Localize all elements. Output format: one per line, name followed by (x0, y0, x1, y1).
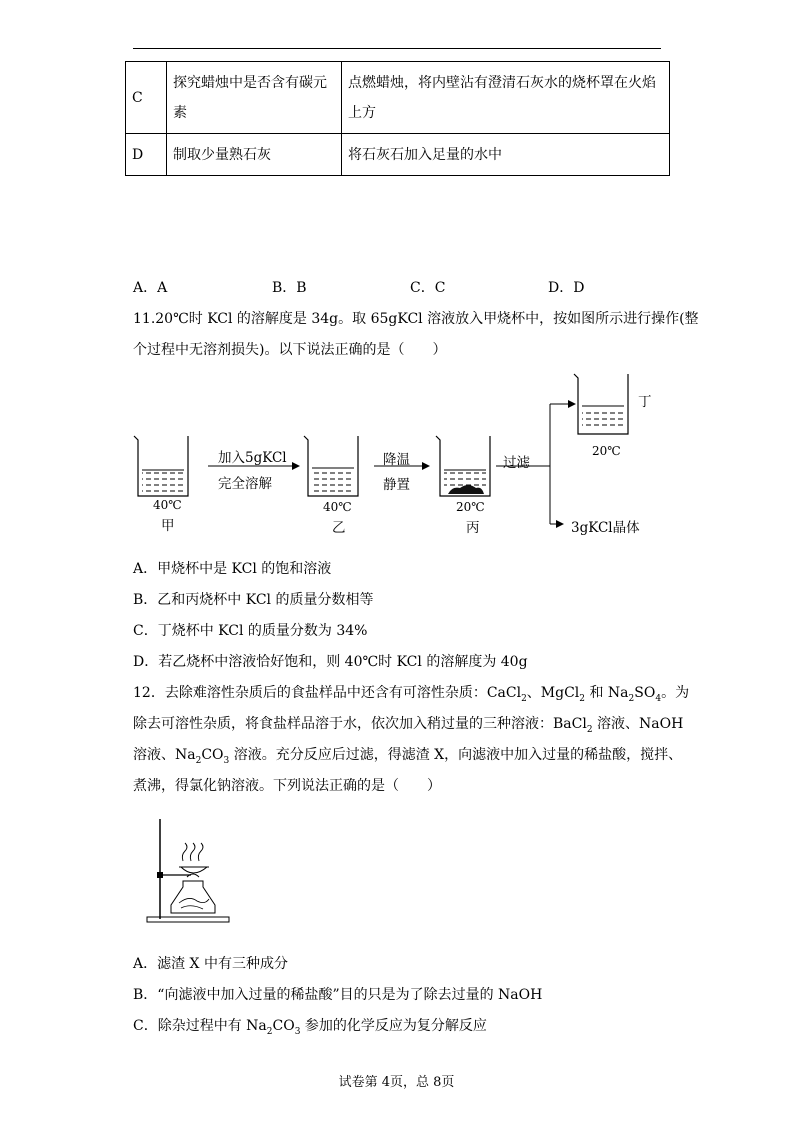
q11-option-b: B．乙和丙烧杯中 KCl 的质量分数相等 (133, 592, 374, 608)
beaker-bing-temp: 20℃ (456, 500, 485, 514)
beaker-jia (134, 436, 188, 496)
arrowhead-ding (568, 400, 576, 408)
q11-stem-line2: 个过程中无溶剂损失)。以下说法正确的是（ ） (133, 342, 447, 358)
step1-bottom-label: 完全溶解 (218, 476, 272, 492)
table-row (126, 62, 670, 134)
q12-option-c: C．除杂过程中有 $Na_2CO_3$ 参加的化学反应为复分解反应 (133, 1018, 487, 1037)
q12-stem-line4: 煮沸，得氯化钠溶液。下列说法正确的是（ ） (133, 778, 441, 794)
step2-bottom-label: 静置 (383, 477, 410, 493)
step2-top-label: 降温 (383, 452, 410, 468)
beaker-yi (304, 436, 358, 496)
page-footer: 试卷第 4页，总 8页 (338, 1075, 455, 1090)
q12-stem-line2: 除去可溶性杂质，将食盐样品溶于水，依次加入稍过量的三种溶液：BaCl$_2$ 溶液、NaOH (133, 716, 684, 735)
beaker-jia-temp: 40℃ (153, 498, 182, 512)
table-row (126, 134, 670, 176)
q11-option-a: A．甲烧杯中是 KCl 的饱和溶液 (133, 561, 332, 577)
beaker-yi-name: 乙 (332, 520, 346, 536)
arrowhead-step2 (422, 462, 430, 470)
arrowhead-crystal (556, 520, 564, 528)
q12-option-a: A．滤渣 X 中有三种成分 (133, 956, 288, 972)
filter-label: 过滤 (503, 455, 530, 471)
row-method: 点燃蜡烛，将内壁沾有澄清石灰水的烧杯罩在火焰上方 (342, 62, 670, 134)
q11-option-d: D．若乙烧杯中溶液恰好饱和，则 40℃时 KCl 的溶解度为 40g (133, 654, 528, 670)
beaker-ding-temp: 20℃ (592, 444, 621, 458)
q12-stem-line3: 溶液、$Na_2CO_3$ 溶液。充分反应后过滤，得滤渣 X，向滤液中加入过量的稀盐酸，搅拌、 (133, 747, 683, 766)
q10-choice-b: B．B (272, 280, 307, 296)
row-method: 将石灰石加入足量的水中 (342, 134, 670, 176)
header-rule (133, 48, 661, 49)
q10-choice-a: A．A (133, 280, 168, 296)
q11-stem-line1: 11.20℃时 KCl 的溶解度是 34g。取 65gKCl 溶液放入甲烧杯中，按如图所示进行操作(整 (133, 311, 699, 327)
q10-choice-c: C．C (410, 280, 446, 296)
q11-option-c: C．丁烧杯中 KCl 的质量分数为 34% (133, 623, 368, 639)
step1-top-label: 加入5gKCl (218, 450, 287, 466)
row-goal: 探究蜡烛中是否含有碳元素 (167, 62, 342, 134)
q12-option-b: B．“向滤液中加入过量的稀盐酸”目的只是为了除去过量的 NaOH (133, 987, 543, 1003)
q10-choice-d: D．D (548, 280, 585, 296)
crystal-label: 3gKCl晶体 (571, 520, 640, 536)
beaker-bing (436, 436, 490, 496)
options-table (125, 61, 670, 176)
row-goal: 制取少量熟石灰 (167, 134, 342, 176)
q12-stem-line1: 12．去除难溶性杂质后的食盐样品中还含有可溶性杂质：CaCl$_2$、MgCl$_2$ 和 $Na_2SO_4$。为 (133, 685, 690, 704)
arrowhead-step1 (292, 462, 300, 470)
beaker-bing-name: 丙 (466, 520, 480, 536)
row-label: C (126, 62, 167, 134)
beaker-jia-name: 甲 (161, 518, 175, 534)
beaker-ding (574, 374, 628, 434)
row-label: D (126, 134, 167, 176)
beaker-ding-name: 丁 (638, 394, 652, 410)
evaporation-apparatus-figure (145, 815, 235, 925)
beaker-yi-temp: 40℃ (323, 500, 352, 514)
